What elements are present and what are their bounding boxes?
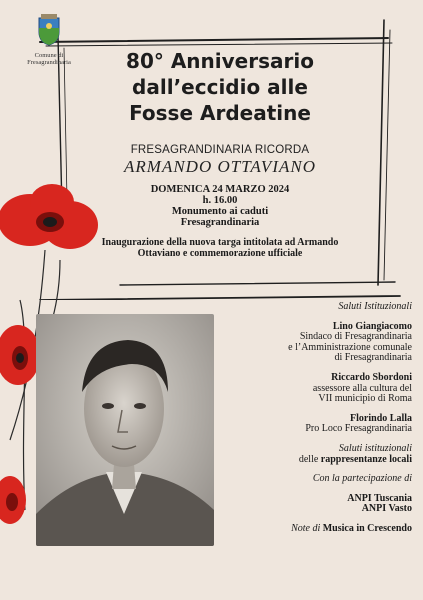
speaker-entry: [216, 322, 412, 364]
speaker-role: assessore alla cultura del: [312, 382, 412, 394]
local-greetings-label: Saluti istituzionali: [338, 442, 412, 454]
title-line: 80° Anniversario: [126, 49, 314, 73]
municipality-name: Comune di Fresagrandinaria: [27, 52, 71, 66]
speaker-role: Pro Loco Fresagrandinaria: [305, 423, 412, 435]
speaker-entry: [216, 373, 412, 405]
participants: [216, 494, 412, 515]
participant: ANPI Tuscania: [347, 492, 412, 504]
honoree-name: ARMANDO OTTAVIANO: [124, 157, 316, 176]
event-place: Fresagrandinaria: [180, 217, 260, 228]
title-line: dall’eccidio alle: [132, 75, 308, 99]
speaker-role: e l’Amministrazione comunale: [288, 341, 412, 353]
participation-heading: Con la partecipazione di: [312, 473, 412, 485]
speaker-entry: [216, 414, 412, 435]
speaker-role: VII municipio di Roma: [318, 393, 412, 405]
subtitle: FRESAGRANDINARIA RICORDA: [130, 144, 310, 156]
speaker-role: di Fresagrandinaria: [334, 352, 412, 364]
local-greetings: [216, 444, 412, 465]
event-description: Inaugurazione della nuova targa intitolata ad Armando Ottaviano e commemorazione ufficiale: [101, 237, 339, 259]
event-info: [120, 184, 320, 228]
speaker-role: Sindaco di Fresagrandinaria: [299, 331, 412, 343]
local-greetings-prefix: delle: [298, 453, 319, 465]
local-greetings-bold: rappresentanze locali: [320, 453, 412, 465]
coat-of-arms-icon: [35, 14, 63, 46]
speaker-name: Lino Giangiacomo: [332, 320, 412, 332]
speaker-name: Florindo Lalla: [350, 412, 412, 424]
portrait-photo: [36, 314, 214, 546]
participant: ANPI Vasto: [361, 503, 412, 515]
speaker-name: Riccardo Sbordoni: [331, 371, 412, 383]
event-time: h. 16.00: [202, 195, 238, 206]
event-date: DOMENICA 24 MARZO 2024: [150, 184, 290, 195]
music-credit: [216, 524, 412, 535]
title-line: Fosse Ardeatine: [129, 101, 311, 125]
music-prefix: Note di: [291, 522, 321, 534]
page-title: [60, 48, 380, 126]
program-list: [216, 302, 412, 544]
local-greetings-line: [216, 455, 412, 466]
event-place: Monumento ai caduti: [171, 206, 269, 217]
music-name: Musica in Crescendo: [322, 522, 412, 534]
greetings-heading: Saluti Istituzionali: [338, 301, 412, 312]
